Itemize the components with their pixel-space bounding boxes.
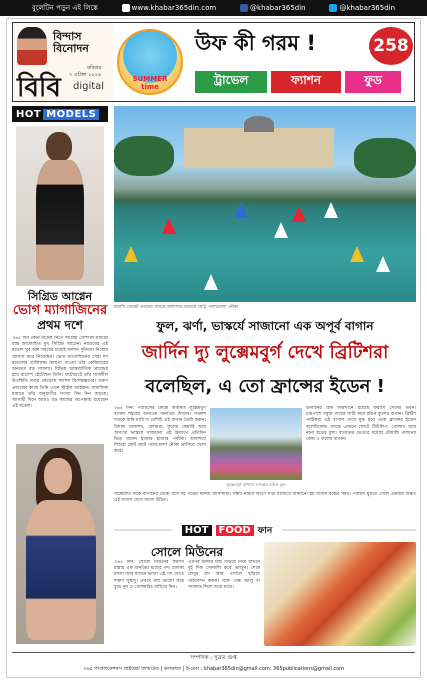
recipe-title: সোলে মিউনের — [150, 545, 224, 559]
facebook-icon — [240, 4, 248, 12]
feature-kicker: ফুল, ঝর্ণা, ভাস্কর্যে সাজানো এক অপূর্ব বাগান — [156, 319, 374, 333]
facebook-handle: @khabar365din — [250, 4, 306, 12]
sailboat — [274, 222, 288, 238]
issue-date — [69, 65, 101, 79]
logo-name — [53, 31, 89, 55]
publisher-address: ৩৬৫ পাবলিকেশনস প্রাইভেট লিমিটেড | কলকাতা | ই-মেল : khabar365din@gmail.com; 365publications@gmail.com — [82, 666, 345, 672]
sailboat — [204, 274, 218, 290]
twitter-handle: @khabar365din — [339, 4, 396, 12]
sailboat — [292, 206, 306, 222]
logo-illustration — [17, 27, 47, 65]
recipe-text-1: ৩৬৫ দিন: সোলে মিউনের ফরাসি রান্নার এক জনপ্রিয় মাছের পদ। হালকা মশলা আর মাখনে ভাজা এই পদ খেতে দারুণ সুস্বাদু। প্রথমে মাছ ভালো করে ধুয়ে নুন ও গোলমরিচ মাখিয়ে নিন। — [114, 560, 184, 590]
food-text: FOOD — [216, 525, 254, 536]
model-1-head — [46, 132, 72, 162]
masthead — [12, 22, 415, 102]
senate-palace — [184, 128, 334, 168]
hot-text: HOT — [16, 108, 42, 120]
facebook-link[interactable] — [240, 4, 306, 12]
summer-label: SUMMER time — [132, 75, 168, 91]
logo-name-line2: বিনোদন — [53, 42, 89, 55]
site-url: www.khabar365din.com — [131, 4, 217, 12]
flower-photo-caption: লুক্সেমবুর্গ বাগানে বসন্তের রঙিন ফুল — [226, 482, 286, 487]
footer-rule — [12, 652, 415, 653]
hot-text: HOT — [182, 525, 212, 536]
sailboat — [124, 246, 138, 262]
globe-icon — [122, 4, 130, 12]
model-name: সিগ্রিড আগ্নেন — [27, 290, 93, 303]
top-bar — [0, 0, 427, 16]
read-link[interactable]: বুলেটিন পড়ুন এই লিঙ্কে — [31, 4, 98, 12]
hot-models-label — [12, 106, 108, 122]
sailboat — [376, 256, 390, 272]
issue-full-date: ৭ এপ্রিল ২০২৪ — [69, 72, 102, 78]
section-travel[interactable]: ট্রাভেল — [195, 71, 267, 93]
model-2-face — [44, 458, 72, 494]
models-text: MODELS — [43, 109, 99, 120]
masthead-headline: উফ কী গরম ! — [195, 31, 316, 55]
twitter-link[interactable] — [329, 4, 395, 12]
issue-day: রবিবার — [87, 65, 102, 71]
model-1-body — [36, 160, 84, 280]
flower-garden-photo — [210, 408, 302, 480]
model-photo-1 — [16, 126, 104, 286]
sailboat — [234, 202, 248, 218]
recipe-text-2: এরপর ময়দায় মাছ গড়িয়ে নিয়ে মাখনে দুই দিক সোনালি করে ভাজুন। শেষে লেবুর রস আর পার্সলে ছড়িয়ে পরিবেশন করুন। সঙ্গে সেদ্ধ আলু বা স্যালাড দিলে জমে যাবে। — [188, 560, 260, 590]
model-article-text: ৩৬৫ দিন কোন মডেল নিতে আগ্রহী সোশ্যাল মাধ্যমে ব্যস্ত আলোচিত মুখ সিগ্রিড আগ্নেন। নরওয়ের এই মডেল খুব অল্প সময়ের মধ্যেই ফ্যাশন দুনিয়ায় নিজের জায়গা করে নিয়েছেন। ভোগ ম্যাগাজিনের সেরা দশ মডেলের তালিকায় জায়গা পাওয়া তাঁর কেরিয়ারের অন্যতম বড় সাফল্য। বিভিন্ন আন্তর্জাতিক ব্র্যান্ডের হয়ে র‍্যাম্পে হেঁটেছেন তিনি। ফটোশুটে তাঁর সাবলীল উপস্থিতি নজর কেড়েছে ফ্যাশন বিশেষজ্ঞদের। তরুণ প্রজন্মের কাছে তিনি এখন স্টাইল আইকন। সামাজিক মাধ্যমে তাঁর অনুরাগীর সংখ্যা দিন দিন বাড়ছে। আগামী দিনে আরও বড় কাজের অপেক্ষায় রয়েছেন এই মডেল। — [12, 336, 108, 410]
feature-column-3: উদ্যানের ঠিক মাঝখানে রয়েছে ফরাসি সেনেট ভবন। চারপাশে সবুজ গাছের সারি আর রঙিন ফুলের বাগান। ব্রিটিশ পর্যটকরা এই বাগান দেখে মুগ্ধ হয়ে একে ফ্রান্সের ইডেন বলেছিলেন। বসন্তে এখানে ফোটে টিউলিপ, গোলাপ আর নানা রঙের ফুল। বাগানের ভেতরে রয়েছে মৌমাছি পালনের কেন্দ্র ও ফলের বাগান। — [306, 406, 416, 443]
feature-headline-2: বলেছিল, এ তো ফ্রান্সের ইডেন ! — [145, 376, 385, 397]
sailboat — [350, 246, 364, 262]
model-photo-2 — [16, 444, 104, 644]
section-food[interactable]: ফুড — [345, 71, 401, 93]
feature-column-1: ৩৬৫ দিন: প্যারিসের কেন্দ্রে অবস্থিত লুক্সেমবুর্গ বাগান শহরের অন্যতম জনপ্রিয় উদ্যান। সপ্তদশ শতকে রানি মারি দ্য মেদিচি এই বাগান তৈরি করান। বিশাল জলাশয়, ফোয়ারা, ফুলের কেয়ারি আর অসংখ্য ভাস্কর্যে সাজানো এই উদ্যানে প্রতিদিন ভিড় জমান হাজার হাজার পর্যটক। জলাশয়ে শিশুরা ছোট ছোট পালতোলা নৌকা ভাসিয়ে খেলা করে। — [114, 406, 206, 455]
twitter-icon — [329, 4, 337, 12]
garden-photo-caption: ফরাসি সেনেট ভবনের সামনে জলাশয়ে ভাসছে ছোট্ট পালতোলা নৌকা — [114, 305, 239, 310]
model-2-body — [26, 500, 96, 640]
bibi-logo[interactable] — [13, 23, 113, 101]
model-caption-line3: প্রথম দশে — [37, 318, 83, 332]
feature-bottom-strip: বিকেলের দিকে বাগানের বেঞ্চে বসে বই পড়েন স্থানীয় বাসিন্দারা। সন্ধ্যা নামার আগে ঘণ্টা বাজিয়ে জানানো হয় বাগান বন্ধের সময়। প্যারিস ঘুরতে গেলে একবার অন্তত এই বাগান দেখে আসা উচিত। — [114, 492, 416, 504]
logo-digital: digital — [73, 81, 105, 92]
trees-right — [354, 138, 416, 178]
feature-headline-1: জার্দিন দ্যু লুক্সেমবুর্গ দেখে ব্রিটিশরা — [141, 342, 389, 363]
fish-dish-photo — [264, 542, 416, 646]
editor-credit: সম্পাদক : সুব্রত গুপ্ত — [190, 655, 237, 661]
model-caption — [12, 290, 108, 332]
trees-left — [114, 136, 174, 176]
site-link[interactable] — [122, 4, 217, 12]
model-caption-line2: ভোগ ম্যাগাজিনের — [12, 303, 108, 318]
hot-food-label — [172, 522, 282, 538]
food-label: ফান — [257, 525, 273, 536]
logo-bibi: বিবি — [17, 73, 61, 103]
sailboat — [162, 218, 176, 234]
logo-name-line1: বিন্দাস — [53, 30, 82, 43]
masthead-headline-box — [195, 27, 413, 99]
sailboat — [324, 202, 338, 218]
palace-dome — [244, 116, 274, 132]
luxembourg-garden-photo — [114, 106, 416, 302]
issue-number-badge: 258 — [369, 27, 413, 65]
section-fashion[interactable]: ফ্যাশন — [271, 71, 341, 93]
